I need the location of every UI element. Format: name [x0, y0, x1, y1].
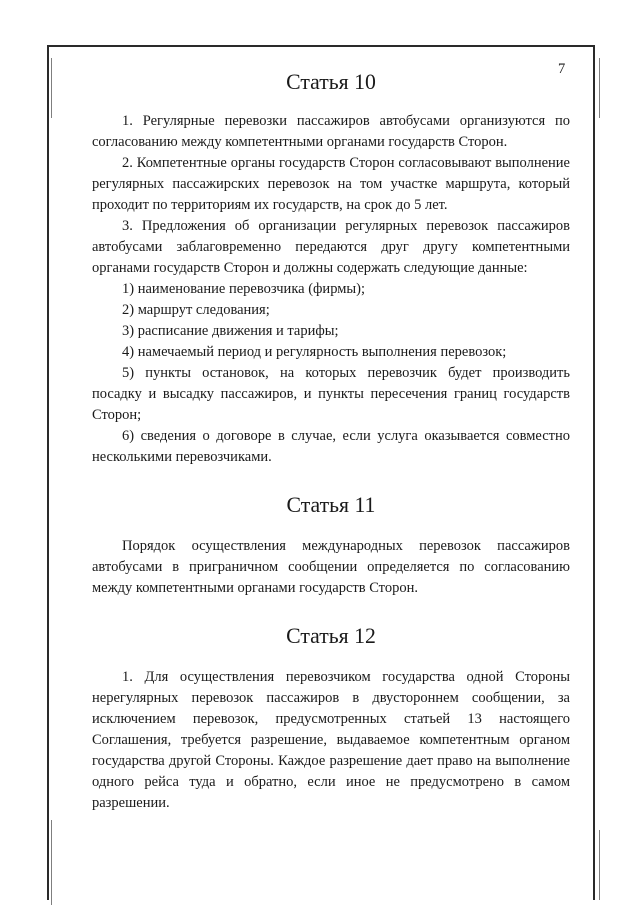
article-10-paragraph-2: 2. Компетентные органы государств Сторон согласовывают выполнение регулярных пассажирских перевозок на том участке маршрута, который проходит по территориям их государств, на срок до 5 лет.	[92, 155, 570, 213]
list-item: 3) расписание движения и тарифы;	[122, 323, 339, 339]
left-border-line-lower	[51, 820, 52, 905]
page-number: 7	[558, 61, 566, 77]
list-item: 6) сведения о договоре в случае, если услуга оказывается совместно несколькими перевозчиками.	[92, 428, 570, 465]
list-item: 4) намечаемый период и регулярность выполнения перевозок;	[122, 344, 507, 360]
left-border-line-inner	[51, 58, 52, 118]
article-12-paragraph-1: 1. Для осуществления перевозчиком государства одной Стороны нерегулярных перевозок пассажиров в двустороннем сообщении, за исключением перевозок, предусмотренных статьей 13 настоящего Соглашения, требуется разрешение, выдаваемое компетентным органом государства другой Стороны. Каждое разрешение дает право на выполнение одного рейса туда и обратно, если иное не предусмотрено в самом разрешении.	[92, 669, 570, 811]
list-item: 2) маршрут следования;	[122, 302, 270, 318]
article-10-paragraph-3: 3. Предложения об организации регулярных перевозок пассажиров автобусами заблаговременно передаются друг другу компетентными органами государств Сторон и должны содержать следующие данные:	[92, 218, 570, 276]
article-10-paragraph-1: 1. Регулярные перевозки пассажиров автобусами организуются по согласованию между компетентными органами государств Сторон.	[92, 113, 570, 150]
document-body	[92, 70, 570, 814]
right-border-line-lower	[599, 830, 600, 900]
list-item: 1) наименование перевозчика (фирмы);	[122, 281, 365, 297]
article-12-title: Статья 12	[286, 624, 376, 648]
right-border-line	[593, 45, 595, 900]
right-border-line-inner	[599, 58, 600, 118]
list-item: 5) пункты остановок, на которых перевозчик будет производить посадку и высадку пассажиров, и пункты пересечения границ государств Сторон;	[92, 365, 570, 423]
article-11-title: Статья 11	[286, 493, 376, 517]
left-border-line	[47, 45, 49, 900]
article-11-paragraph-1: Порядок осуществления международных перевозок пассажиров автобусами в приграничном сообщении определяется по согласованию между компетентными органами государств Сторон.	[92, 538, 570, 596]
article-10-list	[92, 279, 570, 468]
top-border-line	[47, 45, 595, 47]
article-10-title: Статья 10	[286, 70, 376, 94]
